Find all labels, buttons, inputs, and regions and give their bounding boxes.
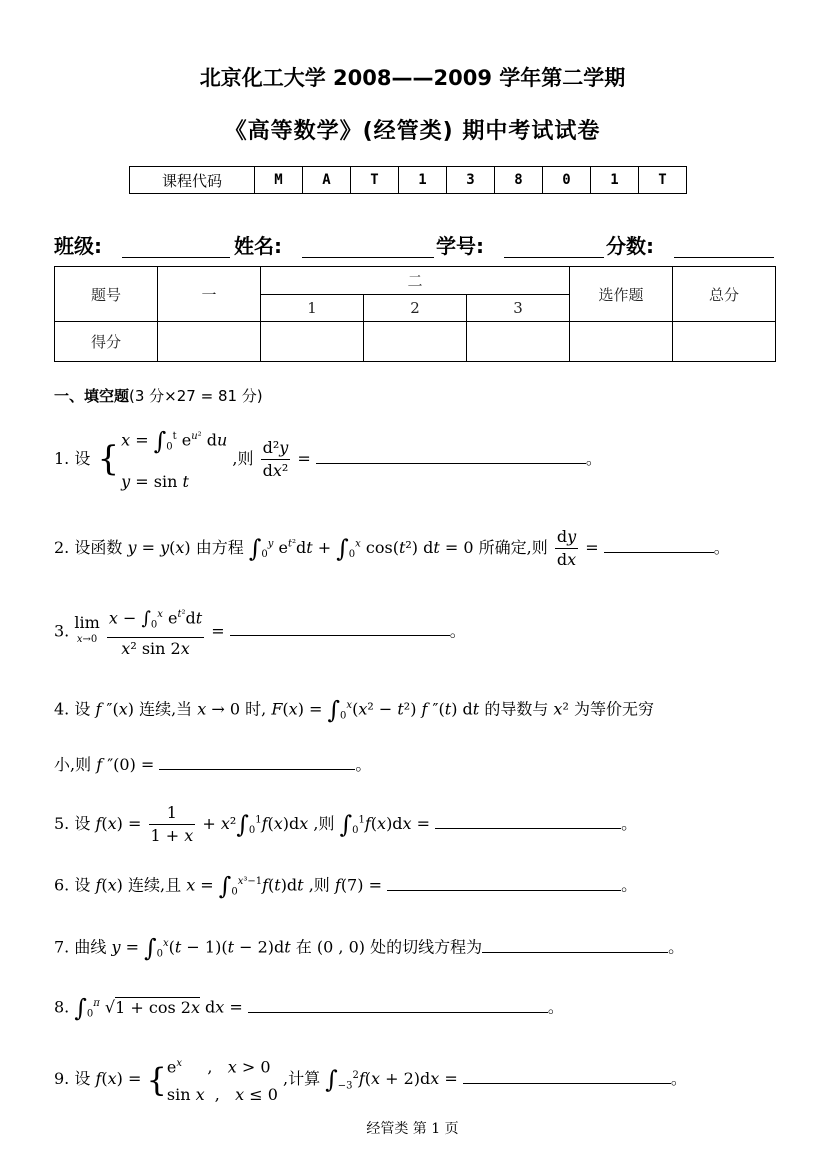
col-optional: 选作题 (570, 267, 673, 322)
question-3: 3. lim x→0 $\frac{x - \int_0^x e^{t^2}dt}{\text{x² sin 2x}}$ = 。 (54, 604, 466, 660)
question-5: 5. 设 f(x) = $\frac{1}{1 + x}$ + $x^2\int_0^1f(x)dx$ ,则 $\int_0^1f(x)dx$ = 。 (54, 803, 638, 845)
student-info-line (54, 230, 774, 262)
student-id-field[interactable] (504, 257, 604, 258)
question-number-header: 题号 (55, 267, 158, 322)
course-code-char: 8 (495, 167, 543, 194)
col-part-one: 一 (158, 267, 261, 322)
score-cell[interactable] (673, 322, 776, 362)
sub-col-1: 1 (261, 295, 364, 322)
col-part-two: 二 (261, 267, 570, 295)
col-total: 总分 (673, 267, 776, 322)
answer-blank[interactable] (463, 1069, 671, 1084)
class-label: 班级: (54, 234, 102, 258)
student-id-label: 学号: (436, 234, 484, 258)
course-code-char: 3 (447, 167, 495, 194)
question-2: 2. 设函数 y = y(x) 由方程 $\int_0^y$ $e^{t^2}dt + \int_0^x$ cos(t²) dt = 0 所确定,则 $\frac{dy}{dx}$ = 。 (54, 527, 730, 569)
section-heading (54, 385, 263, 406)
question-1: 1. 设 { $x = \int_0^t$ $e^{u^2}$ du y = sin t ,则 $\frac{\text{d²y}}{\text{dx²}}$ = 。 (54, 426, 602, 491)
question-7: 7. 曲线 $y = \int_0^x(t - 1)(t - 2)dt$ 在 (0 , 0) 处的切线方程为 。 (54, 934, 685, 962)
answer-blank[interactable] (248, 998, 548, 1013)
question-4: 4. 设 f ″(x) 连续,当 x → 0 时, $F(x) = \int_0^x(x^2 - t^2)$ f ″(t) dt 的导数与 x² 为等价无穷 (54, 696, 654, 724)
score-cell[interactable] (158, 322, 261, 362)
answer-blank[interactable] (387, 876, 621, 891)
score-field[interactable] (674, 257, 774, 258)
answer-blank[interactable] (482, 938, 668, 953)
course-code-char: 0 (543, 167, 591, 194)
score-cell[interactable] (467, 322, 570, 362)
score-cell[interactable] (261, 322, 364, 362)
course-code-char: 1 (399, 167, 447, 194)
course-code-char: M (255, 167, 303, 194)
sub-col-2: 2 (364, 295, 467, 322)
course-code-label: 课程代码 (130, 167, 255, 194)
question-6: 6. 设 f(x) 连续,且 $x = \int_0^{x^3-1}f(t)dt$ ,则 f(7) = 。 (54, 872, 638, 900)
sub-col-3: 3 (467, 295, 570, 322)
question-8: 8. $\int_0^\pi$ √1 + cos 2x dx = 。 (54, 994, 564, 1022)
class-field[interactable] (122, 257, 230, 258)
score-label: 分数: (606, 234, 654, 258)
name-field[interactable] (302, 257, 434, 258)
course-code-char: 1 (591, 167, 639, 194)
answer-blank[interactable] (316, 449, 586, 464)
answer-blank[interactable] (435, 814, 621, 829)
section-title: 一、填空题 (54, 387, 130, 405)
course-code-table (129, 166, 687, 194)
exam-title: 北京化工大学 2008——2009 学年第二学期 (199, 66, 626, 90)
question-4-line2: 小,则 f ″(0) = 。 (54, 755, 372, 774)
exam-subtitle: 《高等数学》(经管类) 期中考试试卷 (224, 119, 601, 144)
score-row-label: 得分 (55, 322, 158, 362)
course-code-char: A (303, 167, 351, 194)
page-footer: 经管类 第 1 页 (366, 1121, 459, 1137)
course-code-char: T (639, 167, 687, 194)
score-cell[interactable] (364, 322, 467, 362)
answer-blank[interactable] (604, 538, 714, 553)
name-label: 姓名: (234, 234, 282, 258)
answer-blank[interactable] (230, 621, 450, 636)
question-9: 9. 设 $f(x) = \{e^x$ , x > 0 sin x , x ≤ 0 ,计算 $\int_{-3}^2f(x + 2)dx$ = 。 (54, 1057, 687, 1105)
score-table (54, 266, 776, 362)
course-code-char: T (351, 167, 399, 194)
score-cell[interactable] (570, 322, 673, 362)
answer-blank[interactable] (159, 755, 355, 770)
section-points: (3 分×27 = 81 分) (129, 387, 263, 405)
